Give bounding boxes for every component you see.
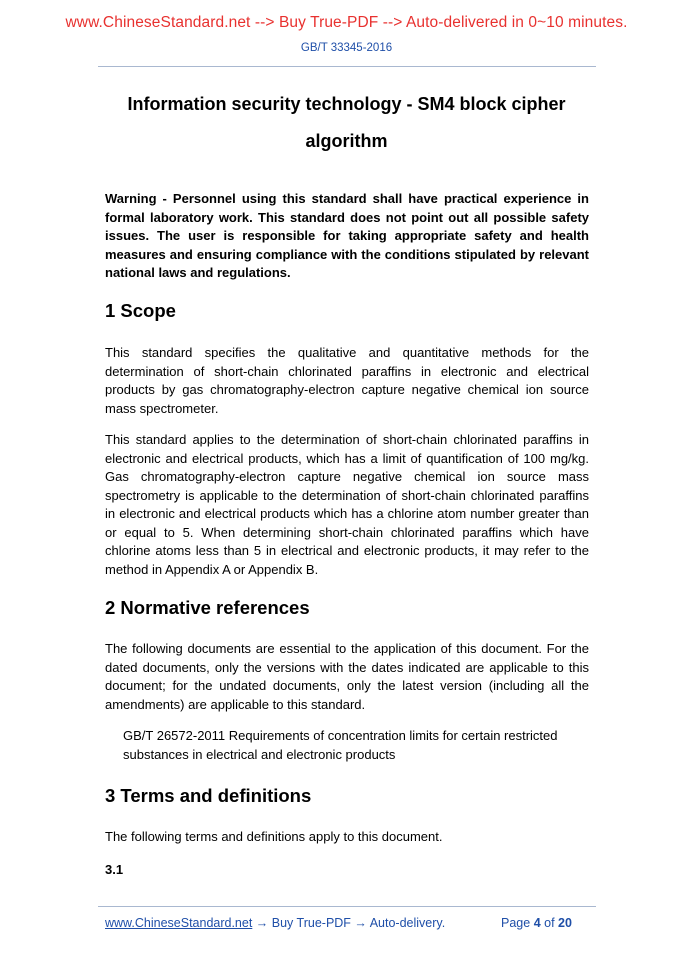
- heading-normative-references: 2 Normative references: [105, 597, 310, 618]
- scope-paragraph-1: This standard specifies the qualitative and quantitative methods for the determination of short-chain chlorinated paraffins in electronic and electrical products by gas chromatography-electron capture negative chemical ion source mass spectrometer.: [105, 345, 589, 416]
- page-indicator: [501, 916, 572, 930]
- header-divider: [98, 66, 596, 67]
- scope-paragraph-2: This standard applies to the determination of short-chain chlorinated paraffins in electronic and electrical products, which has a limit of quantification of 100 mg/kg. Gas chromatography-electron capture negative chemical ion source mass spectrometry is applicable to the determination of short-chain chlorinated paraffins in electronic and electrical products which has a chlorine atom number greater than or equal to 5. When determining short-chain chlorinated paraffins which have chlorine atoms less than 5 in electrical and electronic products, it may refer to the method in Appendix A or Appendix B.: [105, 432, 589, 577]
- standard-code: GB/T 33345-2016: [300, 42, 393, 54]
- heading-terms-definitions: 3 Terms and definitions: [105, 785, 312, 806]
- title-line-2: algorithm: [305, 131, 388, 151]
- footer-delivery-text: → Buy True-PDF → Auto-delivery.: [252, 916, 446, 930]
- footer-divider: [98, 906, 596, 907]
- normative-reference-item: GB/T 26572-2011 Requirements of concentration limits for certain restricted substances in electrical and electronic products: [123, 728, 558, 762]
- normative-paragraph-1: The following documents are essential to the application of this document. For the dated documents, only the versions with the dates indicated are applicable to this document; for the undated documents, only the latest version (including all the amendments) are applicable to this standard.: [105, 641, 589, 712]
- page-total: 20: [558, 916, 572, 930]
- document-title: [100, 86, 593, 160]
- clause-number: 3.1: [105, 862, 124, 877]
- page-of-label: of: [544, 916, 555, 930]
- title-line-1: Information security technology - SM4 block cipher: [127, 94, 566, 114]
- page-current: 4: [533, 916, 541, 930]
- footer-source: [105, 916, 445, 930]
- footer-website-link[interactable]: www.ChineseStandard.net: [105, 916, 253, 930]
- page-label: Page: [501, 916, 531, 930]
- top-banner: www.ChineseStandard.net --> Buy True-PDF --> Auto-delivered in 0~10 minutes.: [65, 14, 628, 31]
- heading-scope: 1 Scope: [105, 300, 176, 321]
- warning-paragraph: Warning - Personnel using this standard shall have practical experience in formal laboratory work. This standard does not point out all possible safety issues. The user is responsible for taking appropriate safety and health measures and ensuring compliance with the conditions stipulated by relevant national laws and regulations.: [105, 191, 589, 280]
- terms-paragraph-1: The following terms and definitions apply to this document.: [105, 829, 443, 844]
